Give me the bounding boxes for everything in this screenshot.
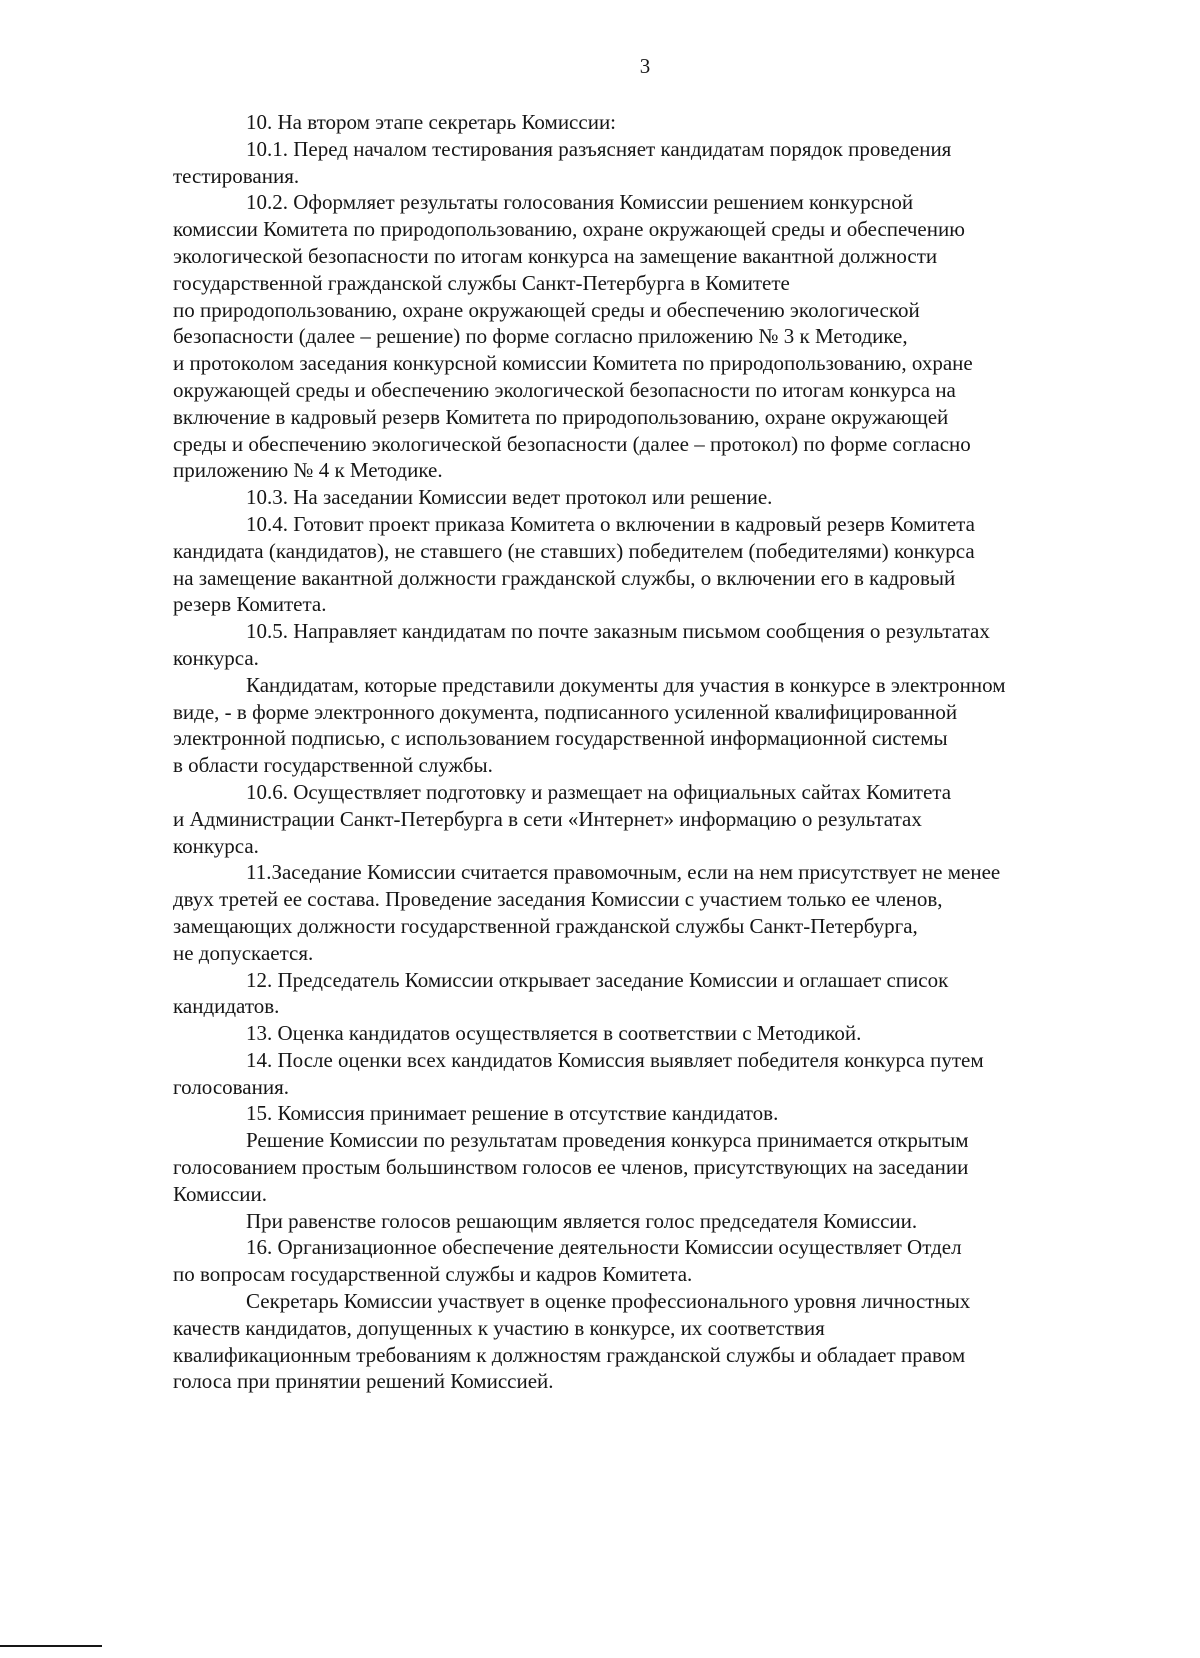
paragraph-14: 14. После оценки всех кандидатов Комиссия выявляет победителя конкурса путем голосования. <box>173 1047 984 1099</box>
paragraph-10-1: 10.1. Перед началом тестирования разъясняет кандидатам порядок проведения тестирования. <box>173 136 952 188</box>
paragraph-10: 10. На втором этапе секретарь Комиссии: <box>246 110 617 134</box>
paragraph-10-6: 10.6. Осуществляет подготовку и размещает на официальных сайтах Комитета и Администрации Санкт-Петербурга в сети «Интернет» информацию о результатах конкурса. <box>173 779 952 858</box>
paragraph-10-5: 10.5. Направляет кандидатам по почте заказным письмом сообщения о результатах конкурса. <box>173 619 990 670</box>
document-body <box>173 109 1119 1395</box>
paragraph-15-decision: Решение Комиссии по результатам проведения конкурса принимается открытым голосованием простым большинством голосов ее членов, присутствующих на заседании Комиссии. <box>173 1128 969 1206</box>
paragraph-12: 12. Председатель Комиссии открывает заседание Комиссии и оглашает список кандидатов. <box>173 967 949 1019</box>
page-number: 3 <box>639 54 651 78</box>
paragraph-13: 13. Оценка кандидатов осуществляется в соответствии с Методикой. <box>246 1021 862 1046</box>
paragraph-10-3: 10.3. На заседании Комиссии ведет протокол или решение. <box>246 485 773 510</box>
paragraph-16: 16. Организационное обеспечение деятельности Комиссии осуществляет Отдел по вопросам государственной службы и кадров Комитета. <box>173 1235 962 1287</box>
paragraph-15: 15. Комиссия принимает решение в отсутствие кандидатов. <box>246 1101 779 1126</box>
footnote-separator-line <box>0 1645 102 1647</box>
paragraph-16-secretary: Секретарь Комиссии участвует в оценке профессионального уровня личностных качеств кандидатов, допущенных к участию в конкурсе, их соответствия квалификационным требованиям к должностям гражданской службы и обладает правом голоса при принятии решений Комиссией. <box>173 1289 971 1394</box>
paragraph-11: 11.Заседание Комиссии считается правомочным, если на нем присутствует не менее двух третей ее состава. Проведение заседания Комиссии с участием только ее членов, замещающих должности государственной гражданской службы Санкт-Петербурга, не допускается. <box>173 860 1001 965</box>
paragraph-15-tie: При равенстве голосов решающим является голос председателя Комиссии. <box>246 1208 918 1233</box>
paragraph-10-5-electronic: Кандидатам, которые представили документы для участия в конкурсе в электронном виде, - в форме электронного документа, подписанного усиленной квалифицированной электронной подписью, с использованием государственной информационной системы в области государственной службы. <box>173 672 1006 778</box>
paragraph-10-4: 10.4. Готовит проект приказа Комитета о включении в кадровый резерв Комитета кандидата (кандидатов), не ставшего (не ставших) победителем (победителями) конкурса на замещение вакантной должности гражданской службы, о включении его в кадровый резерв Комитета. <box>173 511 975 617</box>
paragraph-10-2: 10.2. Оформляет результаты голосования Комиссии решением конкурсной комиссии Комитета по природопользованию, охране окружающей среды и обеспечению экологической безопасности по итогам конкурса на замещение вакантной должности государственной гражданской службы Санкт-Петербурга в Комитете по природопользованию, охране окружающей среды и обеспечению экологической безопасности (далее – решение) по форме согласно приложению № 3 к Методике, и протоколом заседания конкурсной комиссии Комитета по природопользованию, охране окружающей среды и обеспечению экологической безопасности по итогам конкурса на включение в кадровый резерв Комитета по природопользованию, охране окружающей среды и обеспечению экологической безопасности (далее – протокол) по форме согласно приложению № 4 к Методике. <box>173 190 973 483</box>
